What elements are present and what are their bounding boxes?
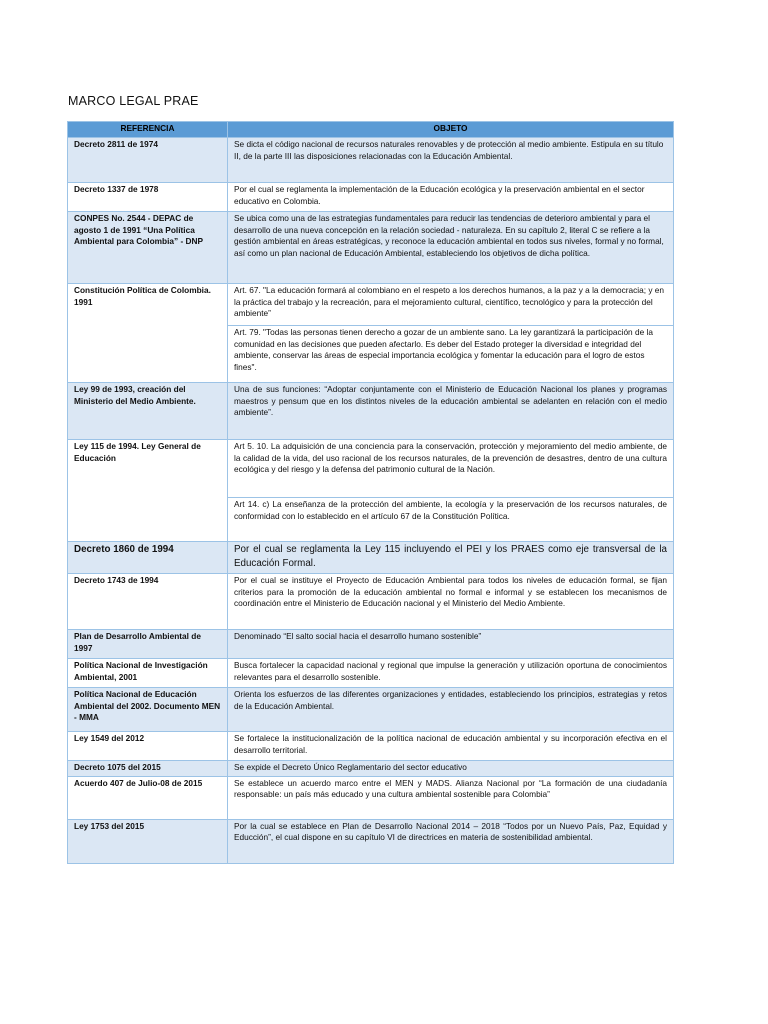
ref-cell: Decreto 1743 de 1994 [68, 574, 228, 630]
table-row [68, 574, 674, 630]
ref-cell: Ley 115 de 1994. Ley General de Educación [68, 440, 228, 542]
objeto-cell: Denominado “El salto social hacia el desarrollo humano sostenible” [228, 630, 674, 659]
ref-cell: Plan de Desarrollo Ambiental de 1997 [68, 630, 228, 659]
objeto-cell: Orienta los esfuerzos de las diferentes organizaciones y entidades, estableciendo los principios, estrategias y retos de la Educación Ambiental. [228, 688, 674, 732]
ref-cell: Decreto 1337 de 1978 [68, 183, 228, 212]
objeto-cell: Se dicta el código nacional de recursos naturales renovables y de protección al medio ambiente. Estipula en su título II, de la parte III las disposiciones relacionadas con la Educación Ambiental. [228, 138, 674, 183]
objeto-cell: Se fortalece la institucionalización de la política nacional de educación ambiental y su incorporación efectiva en el desarrollo territorial. [228, 732, 674, 761]
table-row [68, 761, 674, 777]
legal-framework-table [67, 121, 674, 864]
objeto-cell: Busca fortalecer la capacidad nacional y regional que impulse la generación y utilización oportuna de conocimientos relevantes para el desarrollo sostenible. [228, 659, 674, 688]
ref-cell: Decreto 1860 de 1994 [68, 542, 228, 574]
objeto-cell: Se expide el Decreto Único Reglamentario del sector educativo [228, 761, 674, 777]
table-row [68, 183, 674, 212]
table-row [68, 659, 674, 688]
ref-cell: CONPES No. 2544 - DEPAC de agosto 1 de 1991 “Una Política Ambiental para Colombia” - DNP [68, 212, 228, 284]
table-row [68, 688, 674, 732]
header-referencia: REFERENCIA [68, 122, 228, 138]
ref-cell: Política Nacional de Investigación Ambiental, 2001 [68, 659, 228, 688]
ref-cell: Ley 99 de 1993, creación del Ministerio del Medio Ambiente. [68, 383, 228, 440]
ref-cell: Acuerdo 407 de Julio-08 de 2015 [68, 776, 228, 819]
ref-cell: Decreto 1075 del 2015 [68, 761, 228, 777]
table-row [68, 819, 674, 863]
header-objeto: OBJETO [228, 122, 674, 138]
ref-cell: Decreto 2811 de 1974 [68, 138, 228, 183]
objeto-cell: Se establece un acuerdo marco entre el MEN y MADS. Alianza Nacional por “La formación de una ciudadanía responsable: un país más educado y una cultura ambiental sostenible para Colombia” [228, 776, 674, 819]
table-row [68, 138, 674, 183]
ref-cell: Política Nacional de Educación Ambiental del 2002. Documento MEN - MMA [68, 688, 228, 732]
table-row [68, 732, 674, 761]
objeto-cell: Art 14. c) La enseñanza de la protección del ambiente, la ecología y la preservación de los recursos naturales, de conformidad con lo establecido en el artículo 67 de la Constitución Política. [228, 498, 674, 542]
objeto-cell: Por la cual se establece en Plan de Desarrollo Nacional 2014 – 2018 “Todos por un Nuevo País, Paz, Equidad y Educción”, el cual dispone en su capítulo VI de directrices en materia de sostenibilidad ambiental. [228, 819, 674, 863]
table-row [68, 440, 674, 498]
table-row [68, 212, 674, 284]
table-row [68, 630, 674, 659]
objeto-cell: Se ubica como una de las estrategias fundamentales para reducir las tendencias de deterioro ambiental y para el desarrollo de una nueva concepción en la relación sociedad - naturaleza. En su capítulo 2, literal C se refiere a la gestión ambiental en áreas estratégicas, y reconoce la educación ambiental en todos sus niveles, formal y no formal, así como un plan nacional de Educación Ambiental, estableciendo los objetivos de dicha política. [228, 212, 674, 284]
table-row [68, 383, 674, 440]
ref-cell: Ley 1549 del 2012 [68, 732, 228, 761]
objeto-cell: Art. 67. "La educación formará al colombiano en el respeto a los derechos humanos, a la paz y a la democracia; y en la práctica del trabajo y la recreación, para el mejoramiento cultural, científico, tecnológico y para la protección del ambiente” [228, 284, 674, 326]
objeto-cell: Por el cual se reglamenta la Ley 115 incluyendo el PEI y los PRAES como eje transversal de la Educación Formal. [228, 542, 674, 574]
objeto-cell: Art. 79. "Todas las personas tienen derecho a gozar de un ambiente sano. La ley garantizará la participación de la comunidad en las decisiones que pueden afectarlo. Es deber del Estado proteger la diversidad e integridad del ambiente, conservar las áreas de especial importancia ecológica y fomentar la educación para el logro de estos fines". [228, 326, 674, 383]
objeto-cell: Una de sus funciones: “Adoptar conjuntamente con el Ministerio de Educación Nacional los planes y programas maestros y pensum que en los distintos niveles de la educación ambiental se adelanten en relación con el medio ambiente”. [228, 383, 674, 440]
table-row [68, 542, 674, 574]
objeto-cell: Por el cual se instituye el Proyecto de Educación Ambiental para todos los niveles de educación formal, se fijan criterios para la promoción de la educación ambiental no formal e informal y se establecen los mecanismos de coordinación entre el Ministerio de Educación nacional y el Ministerio del Medio Ambiente. [228, 574, 674, 630]
ref-cell: Constitución Política de Colombia. 1991 [68, 284, 228, 383]
document-title: MARCO LEGAL PRAE [68, 94, 199, 108]
table-header-row [68, 122, 674, 138]
objeto-cell: Art 5. 10. La adquisición de una conciencia para la conservación, protección y mejoramiento del medio ambiente, de la calidad de la vida, del uso racional de los recursos naturales, de la prevención de desastres, dentro de una cultura ecológica y del riesgo y la defensa del patrimonio cultural de la Nación. [228, 440, 674, 498]
table-row [68, 284, 674, 326]
ref-cell: Ley 1753 del 2015 [68, 819, 228, 863]
table-row [68, 776, 674, 819]
objeto-cell: Por el cual se reglamenta la implementación de la Educación ecológica y la preservación ambiental en el sector educativo en Colombia. [228, 183, 674, 212]
